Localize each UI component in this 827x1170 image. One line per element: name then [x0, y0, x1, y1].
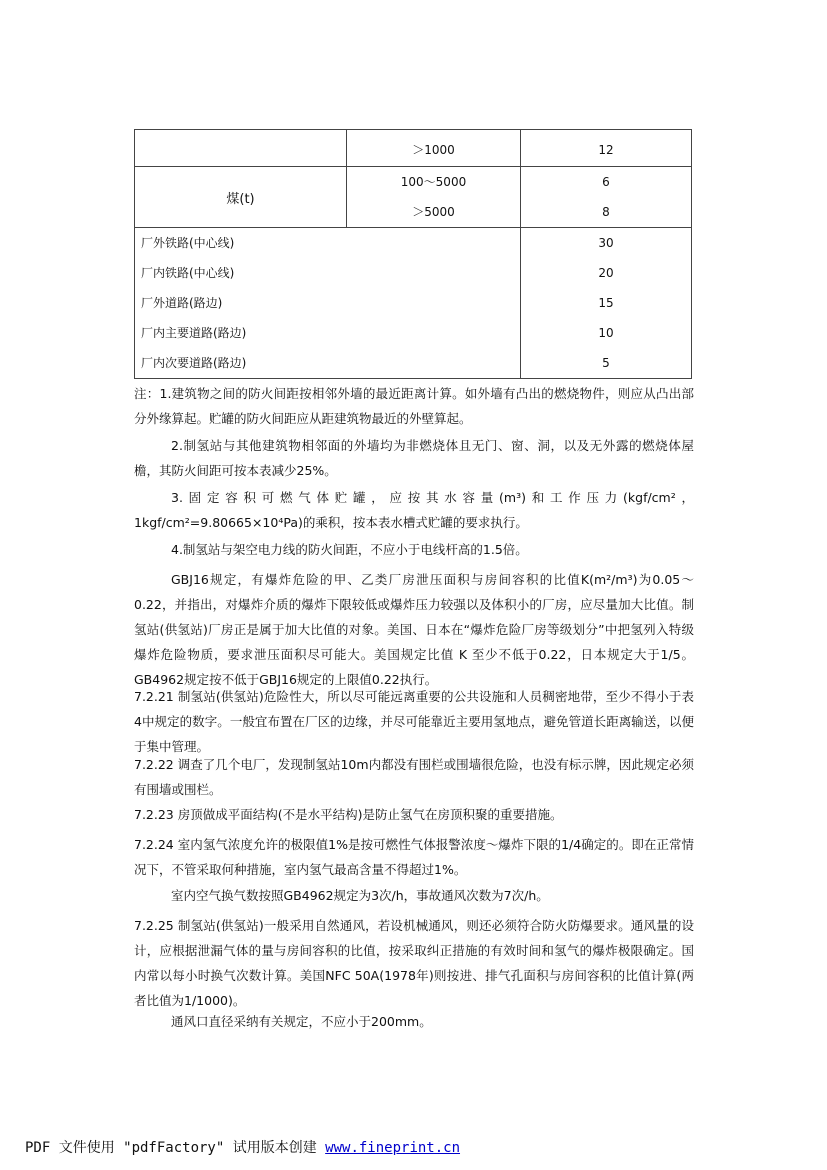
- note-2: 2.制氢站与其他建筑物相邻面的外墙均为非燃烧体且无门、窗、洞，以及无外露的燃烧体屋檐，其防火间距可按本表减少25%。: [134, 438, 694, 478]
- note-1: 注：1.建筑物之间的防火间距按相邻外墙的最近距离计算。如外墙有凸出的燃烧物件，则应从凸出部分外缘算起。贮罐的防火间距应从距建筑物最近的外壁算起。: [134, 386, 694, 426]
- road-value: 20: [598, 266, 614, 280]
- clause-7-2-23: 7.2.23 房顶做成平面结构(不是水平结构)是防止氢气在房顶积聚的重要措施。: [134, 807, 563, 822]
- road-value: 30: [598, 236, 614, 250]
- clause-7-2-21: 7.2.21 制氢站(供氢站)危险性大，所以尽可能远离重要的公共设施和人员稠密地带，至少不得小于表4中规定的数字。一般宜布置在厂区的边缘，并尽可能靠近主要用氢地点，避免管道长距离输送，以便于集中管理。: [134, 689, 694, 754]
- table-cell: 12: [521, 130, 692, 167]
- table-row: [135, 167, 692, 228]
- table-row: [135, 130, 692, 167]
- pdf-footer: [25, 1137, 460, 1157]
- table-cell: 100～5000 ＞5000: [347, 167, 521, 228]
- note-3: 3.固定容积可燃气体贮罐，应按其水容量(m³)和工作压力(kgf/cm²，1kgf/cm²=9.80665×10⁴Pa)的乘积，按本表水槽式贮罐的要求执行。: [134, 490, 694, 530]
- note-4: 4.制氢站与架空电力线的防火间距，不应小于电线杆高的1.5倍。: [171, 542, 528, 557]
- road-label: 厂外铁路(中心线): [141, 236, 235, 250]
- coal-label: 煤(t): [135, 167, 347, 228]
- fire-distance-table: [134, 129, 692, 379]
- road-label: 厂内主要道路(路边): [141, 326, 247, 340]
- footer-text: PDF 文件使用 "pdfFactory" 试用版本创建: [25, 1140, 326, 1156]
- table-cell: [135, 228, 521, 379]
- table-cell: [521, 228, 692, 379]
- clause-7-2-24: 7.2.24 室内氢气浓度允许的极限值1%是按可燃性气体报警浓度～爆炸下限的1/4确定的。即在正常情况下，不管采取何种措施，室内氢气最高含量不得超过1%。: [134, 837, 694, 877]
- road-label: 厂外道路(路边): [141, 296, 223, 310]
- road-value: 15: [598, 296, 614, 310]
- fineprint-link[interactable]: www.fineprint.cn: [325, 1140, 461, 1156]
- ventilation-rate: 室内空气换气数按照GB4962规定为3次/h，事故通风次数为7次/h。: [171, 888, 549, 903]
- vent-diameter: 通风口直径采纳有关规定，不应小于200mm。: [171, 1014, 432, 1029]
- road-label: 厂内次要道路(路边): [141, 356, 247, 370]
- clause-7-2-22: 7.2.22 调查了几个电厂，发现制氢站10m内都没有围栏或围墙很危险，也没有标示牌，因此规定必须有围墙或围栏。: [134, 757, 694, 797]
- clause-7-2-25: 7.2.25 制氢站(供氢站)一般采用自然通风，若设机械通风，则还必须符合防火防爆要求。通风量的设计，应根据泄漏气体的量与房间容积的比值，按采取纠正措施的有效时间和氢气的爆炸极限确定。国内常以每小时换气次数计算。美国NFC 50A(1978年)则按进、排气孔面积与房间容积的比值计算(两者比值为1/1000)。: [134, 918, 694, 1008]
- road-value: 5: [602, 356, 610, 370]
- table-cell: ＞1000: [347, 130, 521, 167]
- table-cell: [135, 130, 347, 167]
- table-row: [135, 228, 692, 379]
- gbj16-paragraph: GBJ16规定，有爆炸危险的甲、乙类厂房泄压面积与房间容积的比值K(m²/m³)为0.05～0.22，并指出，对爆炸介质的爆炸下限较低或爆炸压力较强以及体积小的厂房，应尽量加大比值。制氢站(供氢站)厂房正是属于加大比值的对象。美国、日本在“爆炸危险厂房等级划分”中把氢列入特级爆炸危险物质，要求泄压面积尽可能大。美国规定比值 K 至少不低于0.22，日本规定大于1/5。GB4962规定按不低于GBJ16规定的上限值0.22执行。: [134, 572, 694, 687]
- road-label: 厂内铁路(中心线): [141, 266, 235, 280]
- road-value: 10: [598, 326, 614, 340]
- table-cell: 6 8: [521, 167, 692, 228]
